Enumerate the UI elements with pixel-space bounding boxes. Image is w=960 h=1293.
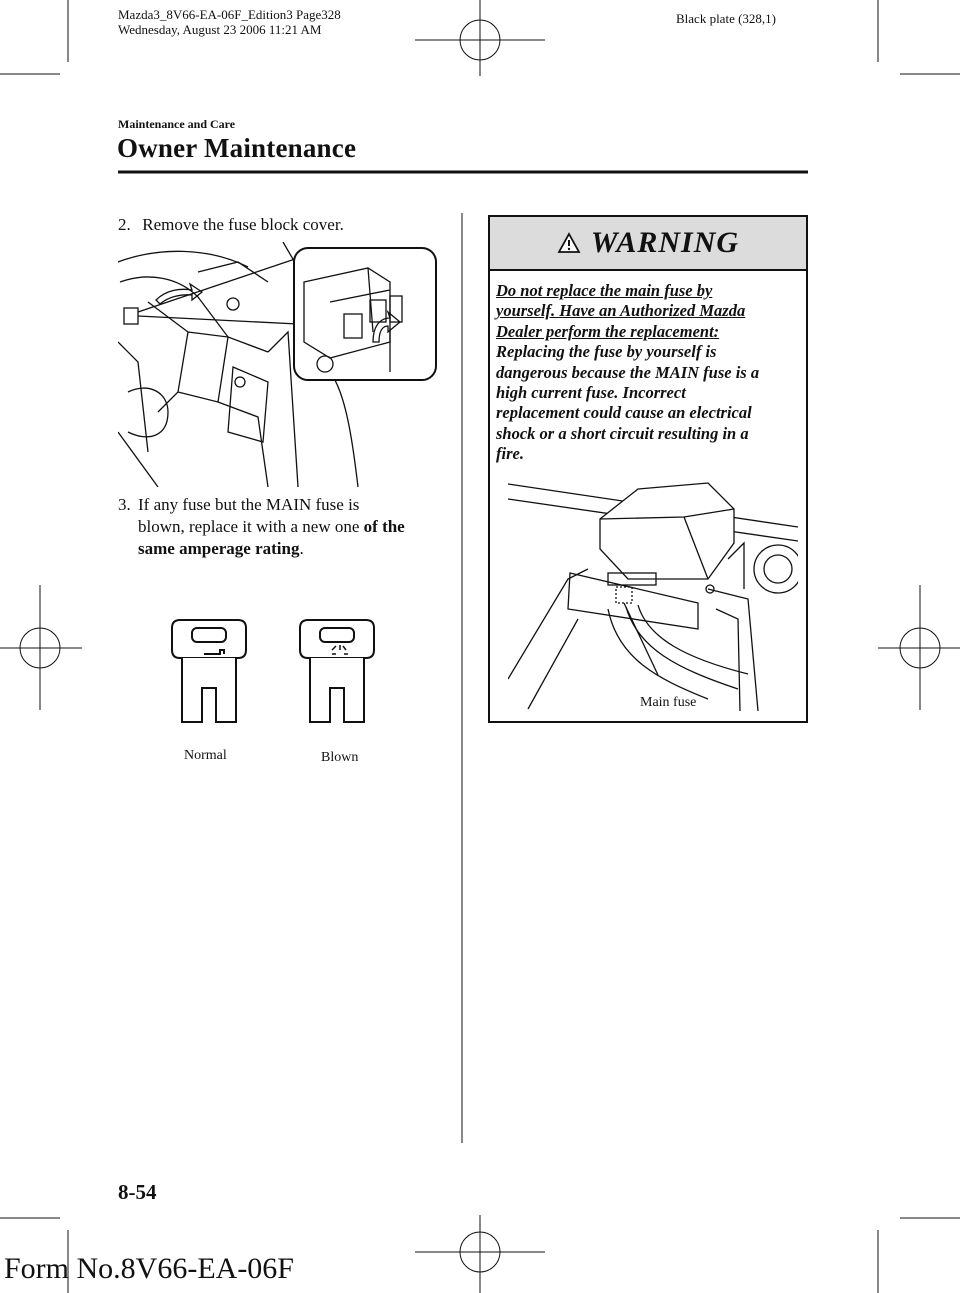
fuse-block-cover-illustration <box>118 242 440 487</box>
warning-box <box>488 215 808 723</box>
step-number: 2. <box>118 215 131 234</box>
warning-body-line: shock or a short circuit resulting in a <box>496 423 749 443</box>
section-name: Maintenance and Care <box>118 117 236 131</box>
main-fuse-label: Main fuse <box>640 695 697 710</box>
warning-text <box>490 271 806 465</box>
warning-underlined-line: Dealer perform the replacement: <box>496 321 720 341</box>
file-info <box>118 7 341 37</box>
main-fuse-illustration <box>508 479 798 711</box>
file-name: Mazda3_8V66-EA-06F_Edition3 Page328 <box>118 7 341 22</box>
warning-underlined-line: yourself. Have an Authorized Mazda <box>496 301 746 321</box>
step-bold-line2: of the <box>363 517 405 536</box>
warning-triangle-icon <box>557 232 581 254</box>
page-title: Owner Maintenance <box>117 133 357 163</box>
blown-label: Blown <box>321 750 359 765</box>
step-text: Remove the fuse block cover. <box>142 215 344 234</box>
step-bold-line3: same amperage rating <box>138 539 300 558</box>
warning-body-line: Replacing the fuse by yourself is <box>496 342 717 362</box>
warning-underlined-line: Do not replace the main fuse by <box>496 281 713 300</box>
step-text-line1: If any fuse but the MAIN fuse is <box>138 495 360 514</box>
plate-label: Black plate (328,1) <box>676 11 776 26</box>
warning-body-line: dangerous because the MAIN fuse is a <box>496 362 760 382</box>
warning-heading: WARNING <box>590 226 740 259</box>
warning-body-line: fire. <box>496 444 524 464</box>
step-2 <box>118 214 344 236</box>
form-number: Form No.8V66-EA-06F <box>4 1252 294 1285</box>
warning-header <box>490 217 806 271</box>
step-number: 3. <box>118 495 131 514</box>
warning-body-line: replacement could cause an electrical <box>496 403 752 423</box>
fuse-comparison-illustration <box>160 618 390 738</box>
file-timestamp: Wednesday, August 23 2006 11:21 AM <box>118 22 322 37</box>
step-period: . <box>299 539 304 558</box>
normal-label: Normal <box>184 748 227 763</box>
warning-body-line: high current fuse. Incorrect <box>496 383 686 403</box>
step-text-line2: blown, replace it with a new one <box>138 517 360 536</box>
page-number: 8-54 <box>118 1180 157 1204</box>
step-3 <box>118 494 405 560</box>
